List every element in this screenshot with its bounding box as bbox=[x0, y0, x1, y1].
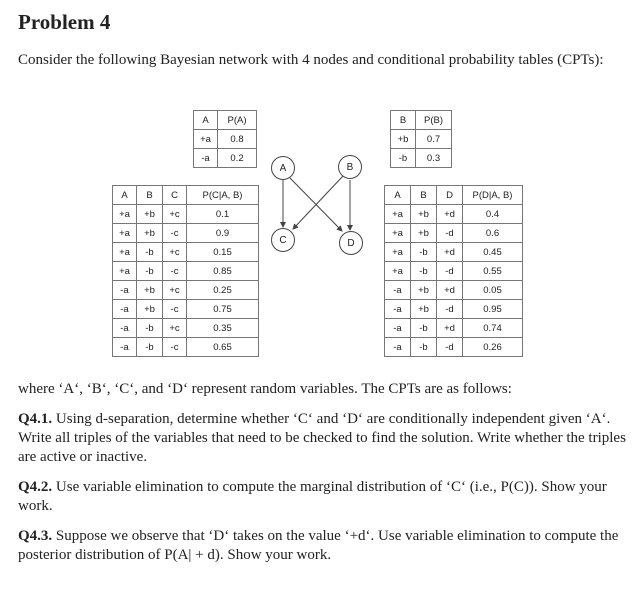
cpt-cell: +b bbox=[137, 281, 163, 300]
question-text: Suppose we observe that ‘D‘ takes on the value ‘+d‘. Use variable elimination to compute the posterior distribution of P(A| + d). Show your work. bbox=[18, 528, 619, 563]
cpt-header-cell: A bbox=[113, 186, 137, 205]
cpt-cell: -a bbox=[113, 319, 137, 338]
cpt-header-cell: C bbox=[163, 186, 187, 205]
question-4-1 bbox=[18, 410, 628, 467]
cpt-header-cell: A bbox=[194, 111, 218, 130]
cpt-cell: 0.95 bbox=[463, 300, 523, 319]
cpt-cell: -d bbox=[437, 338, 463, 357]
cpt-cell: +b bbox=[411, 205, 437, 224]
cpt-cell: 0.8 bbox=[218, 130, 257, 149]
cpt-cell: +b bbox=[411, 224, 437, 243]
question-4-3 bbox=[18, 527, 628, 565]
cpt-cell: -b bbox=[391, 149, 416, 168]
cpt-cell: -b bbox=[137, 338, 163, 357]
edge-b-to-c bbox=[293, 176, 343, 229]
cpt-cell: +c bbox=[163, 281, 187, 300]
cpt-cell: +d bbox=[437, 205, 463, 224]
cpt-cell: 0.25 bbox=[187, 281, 259, 300]
cpt-cell: -b bbox=[137, 243, 163, 262]
node-d: D bbox=[339, 231, 363, 255]
cpt-cell: -c bbox=[163, 262, 187, 281]
question-text: Use variable elimination to compute the marginal distribution of ‘C‘ (i.e., P(C)). Show your work. bbox=[18, 479, 607, 514]
cpt-cell: 0.2 bbox=[218, 149, 257, 168]
cpt-cell: 0.65 bbox=[187, 338, 259, 357]
cpt-cell: 0.6 bbox=[463, 224, 523, 243]
problem-title: Problem 4 bbox=[18, 10, 111, 34]
cpt-cell: +b bbox=[137, 300, 163, 319]
cpt-cell: 0.4 bbox=[463, 205, 523, 224]
cpt-cell: +d bbox=[437, 243, 463, 262]
cpt-cell: +b bbox=[391, 130, 416, 149]
cpt-cell: -d bbox=[437, 262, 463, 281]
cpt-cell: +b bbox=[137, 224, 163, 243]
cpt-header-cell: A bbox=[385, 186, 411, 205]
cpt-cell: +c bbox=[163, 319, 187, 338]
cpt-cell: 0.7 bbox=[416, 130, 452, 149]
question-label: Q4.1. bbox=[18, 411, 53, 427]
cpt-cell: -c bbox=[163, 300, 187, 319]
cpt-cell: -a bbox=[113, 281, 137, 300]
cpt-cell: +b bbox=[411, 300, 437, 319]
cpt-cell: +d bbox=[437, 281, 463, 300]
cpt-cell: +c bbox=[163, 243, 187, 262]
cpt-cell: -b bbox=[137, 319, 163, 338]
node-c: C bbox=[271, 228, 295, 252]
cpt-cell: +b bbox=[137, 205, 163, 224]
cpt-cell: 0.26 bbox=[463, 338, 523, 357]
cpt-cell: +a bbox=[385, 205, 411, 224]
cpt-cell: -d bbox=[437, 224, 463, 243]
node-b: B bbox=[338, 155, 362, 179]
cpt-cell: 0.35 bbox=[187, 319, 259, 338]
cpt-cell: 0.85 bbox=[187, 262, 259, 281]
cpt-cell: +a bbox=[113, 205, 137, 224]
cpt-cell: -a bbox=[194, 149, 218, 168]
cpt-cell: 0.74 bbox=[463, 319, 523, 338]
cpt-cell: +a bbox=[113, 224, 137, 243]
cpt-cell: 0.15 bbox=[187, 243, 259, 262]
cpt-cell: -d bbox=[437, 300, 463, 319]
cpt-cell: -a bbox=[385, 338, 411, 357]
question-label: Q4.2. bbox=[18, 479, 53, 495]
cpt-header-cell: P(D|A, B) bbox=[463, 186, 523, 205]
cpt-cell: -c bbox=[163, 338, 187, 357]
cpt-cell: +a bbox=[385, 262, 411, 281]
cpt-cell: +c bbox=[163, 205, 187, 224]
question-text: Using d-separation, determine whether ‘C‘ and ‘D‘ are conditionally independent given ‘A‘. Write all triples of the variables that need to be checked to find the solution. Write whether the triples are active or inactive. bbox=[18, 411, 626, 465]
cpt-cell: 0.05 bbox=[463, 281, 523, 300]
question-label: Q4.3. bbox=[18, 528, 53, 544]
node-a: A bbox=[271, 156, 295, 180]
cpt-cell: +b bbox=[411, 281, 437, 300]
cpt-header-cell: B bbox=[391, 111, 416, 130]
cpt-cell: 0.9 bbox=[187, 224, 259, 243]
tables-caption: where ‘A‘, ‘B‘, ‘C‘, and ‘D‘ represent random variables. The CPTs are as follows: bbox=[18, 381, 512, 397]
cpt-cell: -a bbox=[113, 338, 137, 357]
cpt-cell: +a bbox=[113, 243, 137, 262]
cpt-cell: -b bbox=[411, 338, 437, 357]
cpt-cell: -a bbox=[385, 319, 411, 338]
question-4-2 bbox=[18, 478, 628, 516]
cpt-cell: +a bbox=[385, 224, 411, 243]
intro-paragraph: Consider the following Bayesian network with 4 nodes and conditional probability tables (CPTs): bbox=[18, 52, 604, 68]
cpt-cell: +a bbox=[385, 243, 411, 262]
cpt-cell: -b bbox=[411, 243, 437, 262]
cpt-cell: -b bbox=[137, 262, 163, 281]
cpt-cell: -b bbox=[411, 319, 437, 338]
cpt-cell: -a bbox=[385, 281, 411, 300]
cpt-cell: -a bbox=[113, 300, 137, 319]
cpt-cell: -a bbox=[385, 300, 411, 319]
cpt-cell: +a bbox=[113, 262, 137, 281]
cpt-header-cell: P(C|A, B) bbox=[187, 186, 259, 205]
cpt-header-cell: B bbox=[137, 186, 163, 205]
cpt-header-cell: P(A) bbox=[218, 111, 257, 130]
cpt-cell: 0.75 bbox=[187, 300, 259, 319]
cpt-cell: 0.1 bbox=[187, 205, 259, 224]
cpt-cell: +d bbox=[437, 319, 463, 338]
cpt-cell: +a bbox=[194, 130, 218, 149]
cpt-cell: -c bbox=[163, 224, 187, 243]
cpt-header-cell: D bbox=[437, 186, 463, 205]
cpt-cell: 0.55 bbox=[463, 262, 523, 281]
cpt-cell: 0.45 bbox=[463, 243, 523, 262]
cpt-cell: 0.3 bbox=[416, 149, 452, 168]
cpt-header-cell: P(B) bbox=[416, 111, 452, 130]
cpt-header-cell: B bbox=[411, 186, 437, 205]
cpt-cell: -b bbox=[411, 262, 437, 281]
